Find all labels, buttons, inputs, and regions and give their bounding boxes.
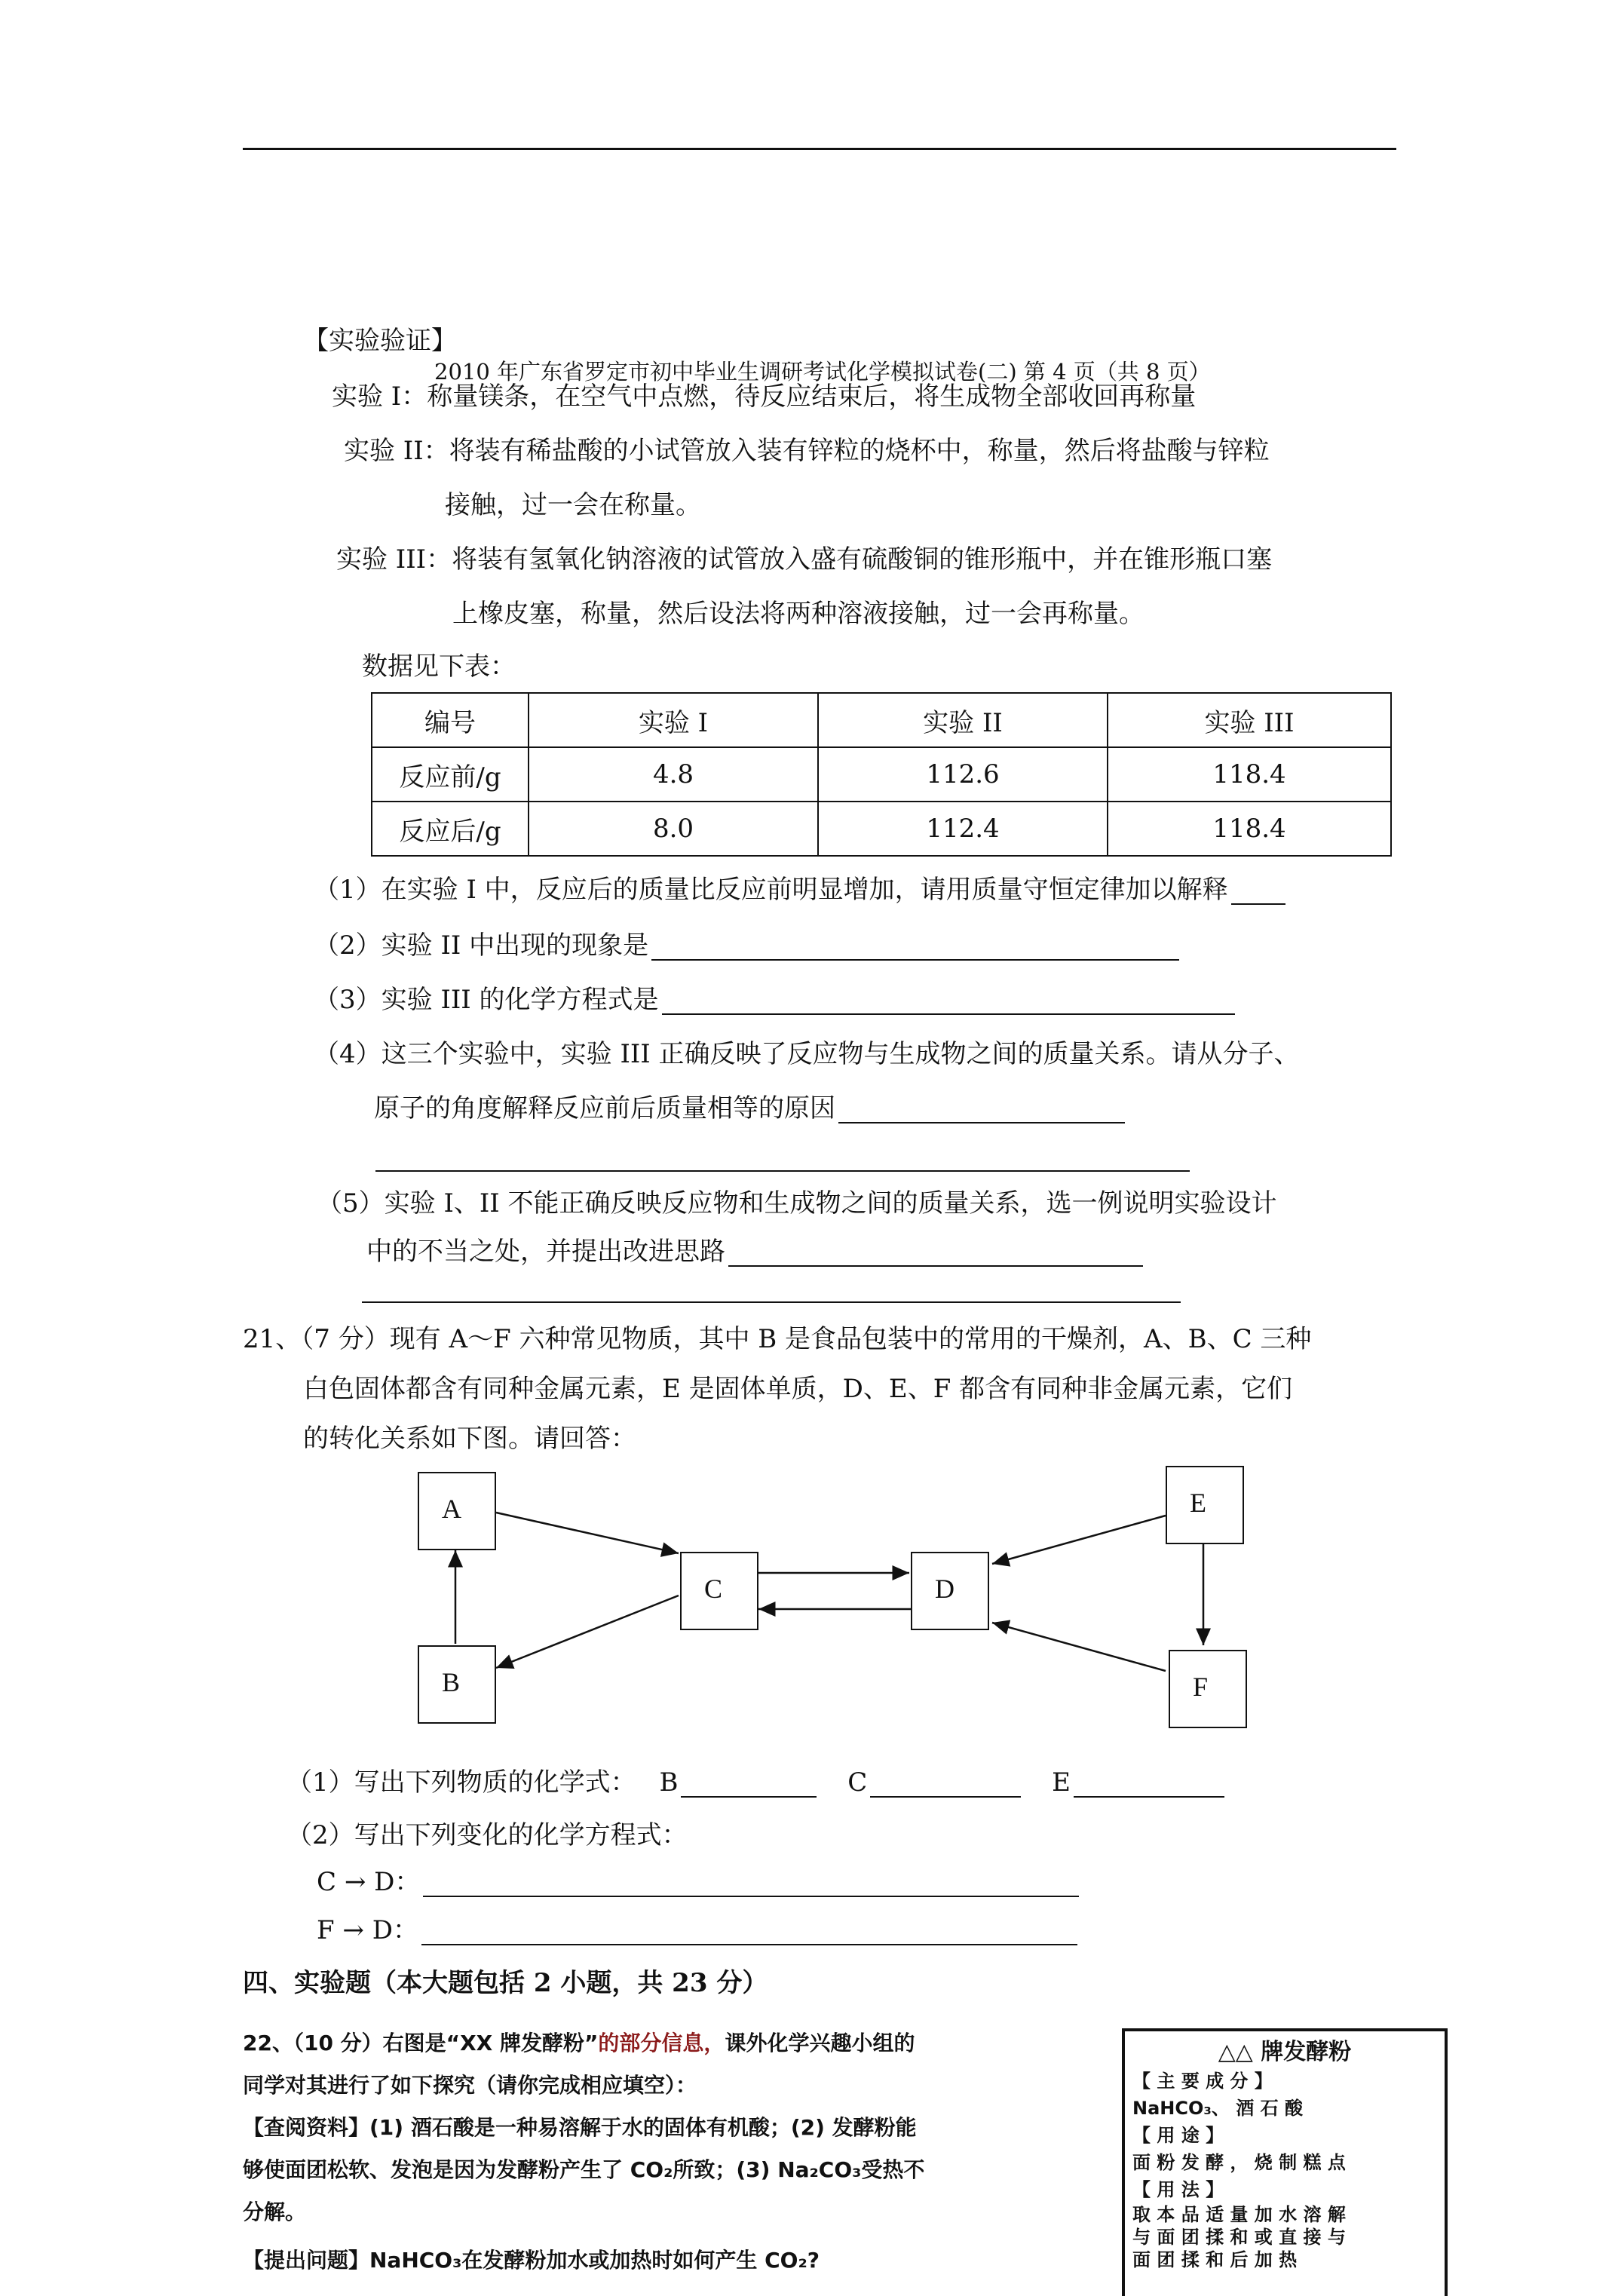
table-row	[372, 747, 1391, 802]
product-label-row: 【 用 途 】	[1132, 2125, 1224, 2146]
question-3-text: （3）实验 III 的化学方程式是	[314, 985, 659, 1015]
question-1-text: （1）在实验 I 中，反应后的质量比反应前明显增加，请用质量守恒定律加以解释	[314, 875, 1228, 905]
q22-line1-c: 课外化学兴趣小组的	[725, 2031, 915, 2055]
arrow-e-to-d	[992, 1516, 1166, 1564]
product-label-row: 取 本 品 适 量 加 水 溶 解	[1132, 2204, 1346, 2225]
table-header-cell: 实验 I	[529, 693, 818, 747]
q22-line1-red: 的部分信息，	[598, 2031, 725, 2055]
experiment-1: 实验 I：称量镁条，在空气中点燃，待反应结束后，将生成物全部收回再称量	[332, 382, 1197, 412]
f-to-d-label: F → D：	[317, 1915, 418, 1945]
product-label-row: 面 粉 发 酵 ， 烧 制 糕 点	[1132, 2152, 1346, 2173]
q21-sub1-label: （1）写出下列物质的化学式：	[287, 1767, 636, 1798]
product-label-row: NaHCO₃、 酒 石 酸	[1132, 2098, 1303, 2119]
node-label: A	[442, 1494, 461, 1524]
node-label: F	[1193, 1672, 1209, 1702]
product-label-row: 【 用 法 】	[1132, 2179, 1224, 2200]
answer-blank-c[interactable]	[870, 1772, 1021, 1798]
table-cell: 4.8	[529, 747, 818, 802]
q21-c-to-d	[317, 1867, 1079, 1897]
table-header-cell: 实验 II	[818, 693, 1108, 747]
q21-line2: 白色固体都含有同种金属元素，E 是固体单质，D、E、F 都含有同种非金属元素，它们	[303, 1374, 1293, 1404]
node-d	[911, 1552, 989, 1630]
table-header-row	[372, 693, 1391, 747]
question-1	[314, 875, 1285, 905]
table-cell: 反应后/g	[372, 802, 529, 856]
blank-label-e: E	[1052, 1767, 1071, 1798]
answer-blank-e[interactable]	[1074, 1772, 1224, 1798]
c-to-d-label: C → D：	[317, 1867, 421, 1897]
question-5-line2	[366, 1237, 1143, 1267]
arrow-f-to-d	[992, 1623, 1166, 1671]
experiment-2-line1: 实验 II：将装有稀盐酸的小试管放入装有锌粒的烧杯中，称量，然后将盐酸与锌粒	[344, 436, 1270, 466]
q22-line6: 【提出问题】NaHCO₃在发酵粉加水或加热时如何产生 CO₂?	[243, 2248, 820, 2273]
product-label-row: 【 主 要 成 分 】	[1132, 2071, 1273, 2092]
node-e	[1166, 1466, 1244, 1544]
table-cell: 118.4	[1108, 802, 1391, 856]
table-cell: 118.4	[1108, 747, 1391, 802]
question-2	[314, 930, 1179, 961]
mass-data-table	[371, 692, 1392, 857]
product-label-row: 与 面 团 揉 和 或 直 接 与	[1132, 2227, 1346, 2248]
question-5-text: 中的不当之处，并提出改进思路	[366, 1237, 725, 1267]
answer-blank[interactable]	[423, 1871, 1079, 1897]
answer-blank[interactable]	[651, 935, 1179, 961]
node-label: D	[935, 1574, 955, 1604]
node-label: C	[704, 1574, 723, 1604]
arrow-c-to-b	[496, 1596, 679, 1668]
table-cell: 反应前/g	[372, 747, 529, 802]
q22-line1-a: 22、（10 分）右图是“XX 牌发酵粉”	[243, 2031, 599, 2055]
node-a	[418, 1472, 496, 1550]
question-5-line1: （5）实验 I、II 不能正确反映反应物和生成物之间的质量关系，选一例说明实验设计	[317, 1188, 1277, 1219]
q21-f-to-d	[317, 1915, 1077, 1945]
q22-line1	[243, 2028, 915, 2058]
question-4-line2	[374, 1093, 1125, 1123]
arrow-a-to-c	[496, 1513, 679, 1553]
table-intro: 数据见下表：	[362, 651, 516, 682]
table-cell: 112.6	[818, 747, 1108, 802]
node-b	[418, 1645, 496, 1724]
table-header-cell: 实验 III	[1108, 693, 1391, 747]
q22-line3: 【查阅资料】(1) 酒石酸是一种易溶解于水的固体有机酸；(2) 发酵粉能	[243, 2115, 917, 2140]
q21-sub1	[287, 1767, 1224, 1798]
node-c	[680, 1552, 758, 1630]
question-3	[314, 985, 1235, 1015]
section-4-title: 四、实验题（本大题包括 2 小题，共 23 分）	[243, 1968, 768, 1998]
question-4-line1: （4）这三个实验中，实验 III 正确反映了反应物与生成物之间的质量关系。请从分子、	[314, 1039, 1300, 1069]
answer-blank[interactable]	[728, 1241, 1143, 1267]
q21-sub2: （2）写出下列变化的化学方程式：	[287, 1820, 688, 1850]
experiment-3-line1: 实验 III：将装有氢氧化钠溶液的试管放入盛有硫酸铜的锥形瓶中，并在锥形瓶口塞	[336, 544, 1273, 575]
answer-blank-long[interactable]	[375, 1170, 1190, 1172]
section-heading: 【实验验证】	[303, 326, 457, 356]
question-2-text: （2）实验 II 中出现的现象是	[314, 930, 649, 961]
node-label: B	[442, 1667, 461, 1697]
blank-label-c: C	[847, 1767, 868, 1798]
node-f	[1169, 1650, 1247, 1728]
answer-blank[interactable]	[421, 1920, 1077, 1945]
table-header-cell: 编号	[372, 693, 529, 747]
node-label: E	[1190, 1488, 1206, 1518]
answer-blank-b[interactable]	[681, 1772, 817, 1798]
top-rule	[243, 148, 1396, 150]
answer-blank[interactable]	[662, 989, 1235, 1015]
table-row	[372, 802, 1391, 856]
q22-line5: 分解。	[243, 2199, 307, 2224]
product-label-row: 面 团 揉 和 后 加 热	[1132, 2249, 1298, 2270]
answer-blank[interactable]	[838, 1098, 1125, 1123]
q21-line3: 的转化关系如下图。请回答：	[303, 1424, 636, 1454]
product-label-title: △△ 牌发酵粉	[1218, 2039, 1352, 2065]
q22-line4: 够使面团松软、发泡是因为发酵粉产生了 CO₂所致；(3) Na₂CO₃受热不	[243, 2157, 925, 2182]
answer-blank-long[interactable]	[362, 1301, 1181, 1303]
product-label-box	[1122, 2028, 1448, 2296]
blank-label-b: B	[659, 1767, 679, 1798]
page-footer-overlay: 2010 年广东省罗定市初中毕业生调研考试化学模拟试卷(二) 第 4 页（共 8 页）	[434, 359, 1211, 385]
answer-blank[interactable]	[1231, 879, 1285, 905]
experiment-2-line2: 接触，过一会在称量。	[445, 490, 701, 520]
q22-line2: 同学对其进行了如下探究（请你完成相应填空）：	[243, 2073, 697, 2098]
table-cell: 8.0	[529, 802, 818, 856]
table-cell: 112.4	[818, 802, 1108, 856]
experiment-3-line2: 上橡皮塞，称量，然后设法将两种溶液接触，过一会再称量。	[452, 599, 1145, 629]
question-4-text: 原子的角度解释反应前后质量相等的原因	[374, 1093, 835, 1123]
q21-line1: 21、（7 分）现有 A～F 六种常见物质，其中 B 是食品包装中的常用的干燥剂，A、B、C 三种	[243, 1324, 1312, 1354]
